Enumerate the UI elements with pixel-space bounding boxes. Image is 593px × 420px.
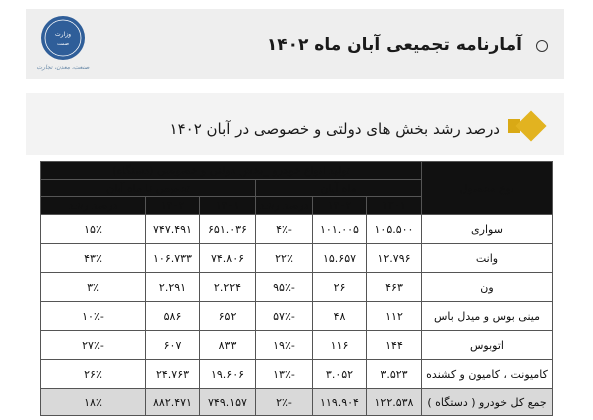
row-cum-growth: ۲۶٪ xyxy=(41,360,146,389)
row-name: وانت xyxy=(422,244,553,273)
row-month-growth: -۴٪ xyxy=(256,215,313,244)
row-month-growth: -۱۹٪ xyxy=(256,331,313,360)
bullet-circle-icon xyxy=(536,40,548,52)
row-month-1401: ۳.۵۲۳ xyxy=(367,360,422,389)
row-cum-1402: ۲۴.۷۶۳ xyxy=(146,360,200,389)
table-row xyxy=(41,215,553,244)
svg-text:وزارت: وزارت xyxy=(54,31,72,38)
row-name: کامیونت ، کامیون و کشنده xyxy=(422,360,553,389)
row-month-growth: -۹۵٪ xyxy=(256,273,313,302)
report-title: آمارنامه تجمیعی آبان ماه ۱۴۰۲ xyxy=(266,35,522,55)
total-cum-1402: ۸۸۲.۴۷۱ xyxy=(146,389,200,416)
row-month-growth: ۲۲٪ xyxy=(256,244,313,273)
row-cum-1402: ۵۸۶ xyxy=(146,302,200,331)
total-month-growth: -۲٪ xyxy=(256,389,313,416)
group-cumulative-header: تجمیعی تا ماه آبان xyxy=(41,180,256,197)
row-month-growth: -۱۳٪ xyxy=(256,360,313,389)
section-bar xyxy=(26,93,564,155)
row-month-1402: ۲۶ xyxy=(313,273,367,302)
row-name: اتوبوس xyxy=(422,331,553,360)
total-month-1401: ۱۲۲.۵۳۸ xyxy=(367,389,422,416)
total-cum-growth: ۱۸٪ xyxy=(41,389,146,416)
col-month-1401: ۱۴۰۱ xyxy=(367,197,422,215)
row-name: ون xyxy=(422,273,553,302)
table-row xyxy=(41,302,553,331)
row-cum-1402: ۷۴۷.۴۹۱ xyxy=(146,215,200,244)
row-month-1401: ۴۶۳ xyxy=(367,273,422,302)
row-cum-1401: ۶۵۲ xyxy=(200,302,256,331)
section-title: درصد رشد بخش های دولتی و خصوصی در آبان ۱۴۰۲ xyxy=(169,120,500,138)
total-cum-1401: ۷۴۹.۱۵۷ xyxy=(200,389,256,416)
table-row xyxy=(41,273,553,302)
table-row xyxy=(41,331,553,360)
row-month-growth: -۵۷٪ xyxy=(256,302,313,331)
row-cum-growth: -۱۰٪ xyxy=(41,302,146,331)
svg-text:صمت: صمت xyxy=(56,41,70,47)
row-month-1401: ۱۲.۷۹۶ xyxy=(367,244,422,273)
diamond-icon xyxy=(515,110,546,141)
col-month-1402: ۱۴۰۲ xyxy=(313,197,367,215)
row-cum-1402: ۱۰۶.۷۳۳ xyxy=(146,244,200,273)
row-month-1402: ۱۱۶ xyxy=(313,331,367,360)
col-cum-1401: ۱۴۰۱ xyxy=(200,197,256,215)
row-month-1401: ۱۰۵.۵۰۰ xyxy=(367,215,422,244)
row-cum-1402: ۲.۲۹۱ xyxy=(146,273,200,302)
col-month-growth: درصد رشد xyxy=(256,197,313,215)
row-cum-growth: ۴۳٪ xyxy=(41,244,146,273)
row-name: سواری xyxy=(422,215,553,244)
row-cum-1401: ۲.۲۲۴ xyxy=(200,273,256,302)
row-cum-1401: ۶۵۱.۰۳۶ xyxy=(200,215,256,244)
row-month-1402: ۳.۰۵۲ xyxy=(313,360,367,389)
logo-caption: صنعت، معدن، تجارت xyxy=(36,64,90,71)
row-month-1402: ۴۸ xyxy=(313,302,367,331)
col-product-header: نوع محصول xyxy=(422,162,553,215)
total-row xyxy=(41,389,553,416)
row-month-1401: ۱۱۲ xyxy=(367,302,422,331)
ministry-logo xyxy=(40,15,86,61)
row-month-1402: ۱۵.۶۵۷ xyxy=(313,244,367,273)
col-cum-1402: ۱۴۰۲ xyxy=(146,197,200,215)
row-cum-growth: ۱۵٪ xyxy=(41,215,146,244)
row-cum-1401: ۷۴.۸۰۶ xyxy=(200,244,256,273)
table-row xyxy=(41,360,553,389)
row-cum-1402: ۶۰۷ xyxy=(146,331,200,360)
total-month-1402: ۱۱۹.۹۰۴ xyxy=(313,389,367,416)
row-cum-growth: -۲۷٪ xyxy=(41,331,146,360)
group-month-header: ماه آبان xyxy=(256,180,422,197)
row-cum-1401: ۱۹.۶۰۶ xyxy=(200,360,256,389)
table-row xyxy=(41,244,553,273)
production-table xyxy=(40,161,553,416)
row-month-1401: ۱۴۴ xyxy=(367,331,422,360)
row-cum-1401: ۸۳۳ xyxy=(200,331,256,360)
table-caption: تولید انواع خودرو _بخش دولتی و خصوصی (دستگاه) xyxy=(41,162,422,180)
report-header xyxy=(26,9,564,79)
total-name: جمع کل خودرو ( دستگاه ) xyxy=(422,389,553,416)
row-month-1402: ۱۰۱.۰۰۵ xyxy=(313,215,367,244)
row-cum-growth: ۳٪ xyxy=(41,273,146,302)
col-cum-growth: درصد رشد xyxy=(41,197,146,215)
row-name: مینی بوس و میدل باس xyxy=(422,302,553,331)
